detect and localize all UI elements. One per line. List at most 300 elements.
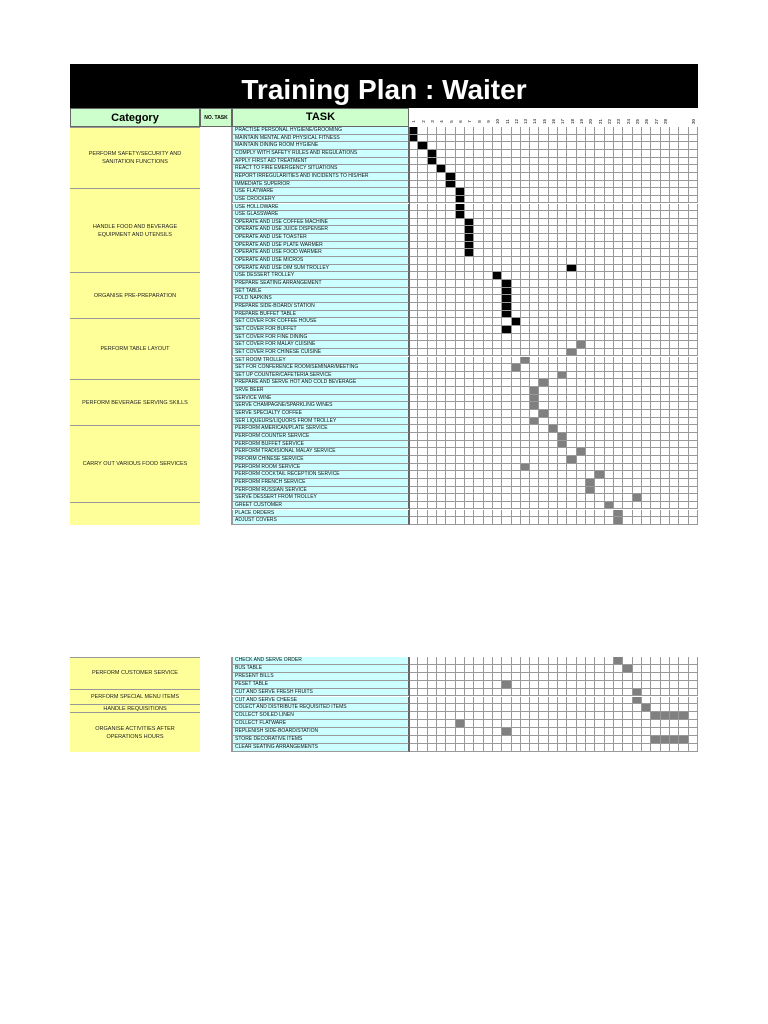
schedule-cell: [577, 673, 586, 681]
schedule-cell: [465, 280, 474, 288]
schedule-cell: [409, 697, 418, 705]
schedule-cell: [577, 372, 586, 380]
schedule-cell: [586, 720, 595, 728]
schedule-cell: [567, 165, 576, 173]
schedule-cell: [605, 288, 614, 296]
day-number: [670, 109, 679, 127]
schedule-cell: [549, 234, 558, 242]
schedule-cell: [595, 181, 604, 189]
schedule-cell: [586, 387, 595, 395]
task-label: COLECT AND DISTRIBUTE REQUISITED ITEMS: [232, 704, 409, 712]
schedule-cell: [661, 334, 670, 342]
schedule-cell: [539, 181, 548, 189]
day-number-label: 12: [513, 118, 519, 125]
schedule-cell: [539, 657, 548, 665]
schedule-cell: [484, 494, 493, 502]
schedule-cell: [661, 418, 670, 426]
schedule-cell: [493, 471, 502, 479]
schedule-cell: [484, 349, 493, 357]
category-header: Category: [70, 108, 200, 127]
schedule-cell: [614, 364, 623, 372]
schedule-cell: [474, 487, 483, 495]
schedule-cell: [689, 665, 698, 673]
schedule-cell: [539, 494, 548, 502]
schedule-cell: [679, 697, 688, 705]
schedule-cell: [605, 188, 614, 196]
schedule-cell: [679, 418, 688, 426]
task-label: ADJUST COVERS: [232, 517, 409, 525]
schedule-cell: [521, 471, 530, 479]
schedule-cell: [689, 372, 698, 380]
schedule-cell: [465, 402, 474, 410]
schedule-cell: [577, 165, 586, 173]
schedule-cell: [642, 280, 651, 288]
schedule-cell: [689, 395, 698, 403]
schedule-cell: [633, 341, 642, 349]
day-number-label: 3: [429, 120, 435, 123]
schedule-cell: [474, 665, 483, 673]
schedule-cell: [539, 280, 548, 288]
schedule-cell: [409, 326, 418, 334]
schedule-cell: [614, 204, 623, 212]
schedule-cell: [428, 357, 437, 365]
schedule-cell: [493, 681, 502, 689]
schedule-cell: [567, 517, 576, 525]
schedule-cell: [474, 657, 483, 665]
schedule-cell: [642, 433, 651, 441]
schedule-cell: [418, 479, 427, 487]
schedule-cell: [567, 665, 576, 673]
schedule-cell: [679, 720, 688, 728]
day-number-label: 25: [634, 118, 640, 125]
schedule-cell: [567, 357, 576, 365]
schedule-cell: [623, 272, 632, 280]
schedule-cell: [633, 736, 642, 744]
schedule-cell: [614, 456, 623, 464]
day-number: [465, 109, 474, 127]
category-label: HANDLE REQUISITIONS: [103, 705, 167, 712]
schedule-cell: [614, 464, 623, 472]
schedule-cell: [521, 665, 530, 673]
schedule-cell: [484, 265, 493, 273]
schedule-cell: [539, 479, 548, 487]
schedule-cell: [633, 448, 642, 456]
schedule-cell: [605, 379, 614, 387]
schedule-cell: [484, 173, 493, 181]
schedule-cell: [549, 479, 558, 487]
schedule-cell: [614, 697, 623, 705]
schedule-cell: [567, 142, 576, 150]
schedule-cell: [605, 311, 614, 319]
schedule-cell: [577, 318, 586, 326]
schedule-cell: [689, 494, 698, 502]
schedule-cell: [437, 728, 446, 736]
schedule-cell: [428, 448, 437, 456]
schedule-cell: [493, 479, 502, 487]
schedule-cell: [512, 158, 521, 166]
schedule-cell: [558, 303, 567, 311]
schedule-cell: [661, 280, 670, 288]
schedule-cell: [437, 142, 446, 150]
schedule-cell: [651, 158, 660, 166]
schedule-cell: [539, 326, 548, 334]
schedule-cell: [567, 681, 576, 689]
schedule-cell: [521, 257, 530, 265]
day-number-label: 1: [411, 120, 417, 123]
schedule-cell: [512, 720, 521, 728]
schedule-cell: [689, 165, 698, 173]
task-label: CHECK AND SERVE ORDER: [232, 657, 409, 665]
schedule-cell: [549, 311, 558, 319]
schedule-cell: [605, 418, 614, 426]
schedule-cell: [558, 704, 567, 712]
schedule-cell: [437, 219, 446, 227]
schedule-cell: [549, 357, 558, 365]
schedule-cell: [642, 127, 651, 135]
schedule-cell: [605, 441, 614, 449]
schedule-cell: [465, 257, 474, 265]
schedule-cell: [661, 502, 670, 510]
schedule-cell: [437, 712, 446, 720]
schedule-cell: [474, 349, 483, 357]
schedule-cell: [465, 697, 474, 705]
schedule-cell: [586, 433, 595, 441]
schedule-cell: [633, 135, 642, 143]
schedule-cell: [670, 341, 679, 349]
schedule-cell: [418, 334, 427, 342]
schedule-cell: [437, 272, 446, 280]
schedule-cell: [623, 387, 632, 395]
schedule-cell: [428, 379, 437, 387]
schedule-cell: [623, 334, 632, 342]
schedule-cell: [465, 479, 474, 487]
schedule-cell: [521, 704, 530, 712]
schedule-cell: [595, 402, 604, 410]
schedule-cell: [512, 142, 521, 150]
schedule-cell: [549, 402, 558, 410]
schedule-cell: [484, 181, 493, 189]
schedule-cell: [521, 372, 530, 380]
schedule-cell: [456, 234, 465, 242]
schedule-cell: [614, 181, 623, 189]
schedule-cell: [456, 372, 465, 380]
schedule-cell: [679, 728, 688, 736]
schedule-cell: [670, 272, 679, 280]
schedule-cell: [409, 280, 418, 288]
schedule-cell: [567, 502, 576, 510]
schedule-cell: [595, 196, 604, 204]
schedule-cell: [456, 479, 465, 487]
task-header: TASK: [232, 108, 409, 127]
schedule-cell: [530, 517, 539, 525]
schedule-cell: [437, 135, 446, 143]
schedule-cell: [633, 257, 642, 265]
task-label: SET COVER FOR BUFFET: [232, 326, 409, 334]
schedule-cell: [614, 234, 623, 242]
schedule-cell: [539, 487, 548, 495]
schedule-cell: [530, 226, 539, 234]
schedule-cell: [642, 494, 651, 502]
schedule-cell: [605, 204, 614, 212]
schedule-cell: [558, 173, 567, 181]
schedule-cell: [530, 456, 539, 464]
schedule-cell: [465, 127, 474, 135]
schedule-cell: [456, 127, 465, 135]
schedule-cell: [577, 173, 586, 181]
schedule-cell: [605, 448, 614, 456]
schedule-cell: [689, 673, 698, 681]
schedule-cell: [679, 242, 688, 250]
schedule-cell: [689, 487, 698, 495]
schedule-cell: [586, 211, 595, 219]
schedule-cell: [446, 697, 455, 705]
schedule-cell: [418, 364, 427, 372]
schedule-cell: [670, 219, 679, 227]
schedule-cell: [530, 303, 539, 311]
schedule-cell: [633, 372, 642, 380]
schedule-cell: [605, 712, 614, 720]
day-number-label: 27: [653, 118, 659, 125]
schedule-cell: [651, 673, 660, 681]
schedule-cell: [512, 657, 521, 665]
schedule-cell: [493, 379, 502, 387]
schedule-cell: [428, 326, 437, 334]
schedule-cell: [577, 657, 586, 665]
schedule-cell: [437, 494, 446, 502]
schedule-cell: [689, 720, 698, 728]
schedule-cell: [539, 464, 548, 472]
schedule-cell: [679, 410, 688, 418]
schedule-cell: [549, 456, 558, 464]
schedule-cell: [577, 127, 586, 135]
schedule-cell: [428, 657, 437, 665]
schedule-cell: [549, 303, 558, 311]
task-label: COLLECT FLATWARE: [232, 720, 409, 728]
schedule-mark: [465, 242, 474, 250]
schedule-cell: [539, 318, 548, 326]
schedule-cell: [484, 211, 493, 219]
task-label: SET FOR CONFERENCE ROOM/SEMINAR/MEETING: [232, 364, 409, 372]
schedule-cell: [437, 357, 446, 365]
schedule-cell: [567, 303, 576, 311]
schedule-cell: [418, 204, 427, 212]
schedule-cell: [502, 219, 511, 227]
schedule-cell: [633, 387, 642, 395]
schedule-cell: [651, 234, 660, 242]
schedule-cell: [586, 689, 595, 697]
schedule-cell: [623, 257, 632, 265]
schedule-mark: [502, 728, 511, 736]
schedule-cell: [642, 158, 651, 166]
schedule-cell: [418, 249, 427, 257]
schedule-cell: [567, 720, 576, 728]
schedule-cell: [679, 502, 688, 510]
schedule-cell: [530, 295, 539, 303]
schedule-cell: [642, 257, 651, 265]
schedule-cell: [539, 502, 548, 510]
schedule-cell: [512, 402, 521, 410]
schedule-cell: [521, 479, 530, 487]
schedule-cell: [614, 357, 623, 365]
schedule-cell: [642, 448, 651, 456]
schedule-cell: [661, 517, 670, 525]
schedule-mark: [418, 142, 427, 150]
schedule-cell: [689, 135, 698, 143]
schedule-cell: [474, 673, 483, 681]
schedule-mark: [558, 441, 567, 449]
schedule-cell: [605, 479, 614, 487]
schedule-cell: [465, 326, 474, 334]
schedule-cell: [512, 234, 521, 242]
schedule-cell: [633, 657, 642, 665]
schedule-cell: [689, 173, 698, 181]
schedule-cell: [642, 150, 651, 158]
schedule-cell: [595, 311, 604, 319]
schedule-cell: [558, 379, 567, 387]
schedule-cell: [605, 665, 614, 673]
schedule-mark: [614, 510, 623, 518]
schedule-mark: [614, 657, 623, 665]
schedule-cell: [642, 712, 651, 720]
schedule-cell: [558, 181, 567, 189]
schedule-cell: [437, 372, 446, 380]
schedule-cell: [651, 334, 660, 342]
schedule-cell: [623, 379, 632, 387]
schedule-cell: [502, 704, 511, 712]
schedule-cell: [465, 456, 474, 464]
schedule-cell: [493, 219, 502, 227]
schedule-cell: [577, 303, 586, 311]
schedule-cell: [689, 127, 698, 135]
schedule-cell: [456, 295, 465, 303]
schedule-cell: [689, 387, 698, 395]
category-label: ORGANISE PRE-PREPARATION: [93, 292, 177, 299]
schedule-cell: [409, 150, 418, 158]
schedule-cell: [577, 265, 586, 273]
schedule-cell: [418, 673, 427, 681]
schedule-cell: [512, 196, 521, 204]
schedule-cell: [409, 387, 418, 395]
schedule-cell: [521, 265, 530, 273]
schedule-cell: [633, 433, 642, 441]
schedule-cell: [539, 456, 548, 464]
schedule-cell: [428, 744, 437, 752]
schedule-cell: [474, 510, 483, 518]
schedule-cell: [474, 249, 483, 257]
schedule-cell: [418, 697, 427, 705]
schedule-cell: [539, 211, 548, 219]
schedule-cell: [605, 242, 614, 250]
schedule-cell: [670, 280, 679, 288]
schedule-cell: [456, 379, 465, 387]
schedule-cell: [633, 165, 642, 173]
schedule-cell: [502, 349, 511, 357]
schedule-mark: [456, 211, 465, 219]
schedule-mark: [605, 502, 614, 510]
schedule-cell: [484, 704, 493, 712]
schedule-cell: [512, 265, 521, 273]
schedule-cell: [661, 494, 670, 502]
schedule-cell: [651, 689, 660, 697]
schedule-mark: [465, 219, 474, 227]
schedule-cell: [446, 379, 455, 387]
schedule-cell: [465, 494, 474, 502]
schedule-cell: [558, 158, 567, 166]
schedule-cell: [670, 697, 679, 705]
schedule-cell: [474, 272, 483, 280]
schedule-cell: [633, 364, 642, 372]
schedule-cell: [521, 211, 530, 219]
schedule-cell: [558, 387, 567, 395]
schedule-cell: [651, 464, 660, 472]
schedule-cell: [474, 150, 483, 158]
schedule-cell: [409, 341, 418, 349]
day-number: [512, 109, 521, 127]
schedule-cell: [633, 681, 642, 689]
schedule-cell: [549, 673, 558, 681]
schedule-cell: [409, 494, 418, 502]
schedule-cell: [512, 689, 521, 697]
schedule-mark: [521, 464, 530, 472]
schedule-cell: [661, 657, 670, 665]
schedule-cell: [651, 127, 660, 135]
schedule-cell: [521, 127, 530, 135]
schedule-cell: [651, 510, 660, 518]
day-number: [539, 109, 548, 127]
category-cell: [70, 188, 200, 272]
schedule-cell: [586, 257, 595, 265]
schedule-cell: [633, 173, 642, 181]
day-number-label: 17: [560, 118, 566, 125]
schedule-cell: [595, 487, 604, 495]
schedule-cell: [530, 341, 539, 349]
category-cell: [70, 704, 200, 712]
schedule-cell: [661, 410, 670, 418]
schedule-cell: [465, 142, 474, 150]
schedule-cell: [549, 226, 558, 234]
schedule-cell: [502, 425, 511, 433]
schedule-cell: [558, 736, 567, 744]
schedule-cell: [633, 410, 642, 418]
task-label: SERVE DESSERT FROM TROLLEY: [232, 494, 409, 502]
schedule-cell: [409, 681, 418, 689]
schedule-cell: [623, 689, 632, 697]
schedule-cell: [577, 418, 586, 426]
schedule-cell: [502, 517, 511, 525]
schedule-cell: [512, 341, 521, 349]
schedule-cell: [549, 410, 558, 418]
schedule-cell: [409, 272, 418, 280]
schedule-cell: [418, 135, 427, 143]
schedule-cell: [549, 334, 558, 342]
schedule-cell: [614, 681, 623, 689]
schedule-cell: [474, 479, 483, 487]
schedule-cell: [530, 487, 539, 495]
schedule-cell: [409, 372, 418, 380]
schedule-cell: [549, 211, 558, 219]
schedule-cell: [539, 311, 548, 319]
schedule-cell: [642, 135, 651, 143]
schedule-cell: [623, 204, 632, 212]
schedule-cell: [456, 249, 465, 257]
schedule-cell: [521, 349, 530, 357]
schedule-cell: [586, 418, 595, 426]
schedule-cell: [605, 196, 614, 204]
schedule-cell: [595, 226, 604, 234]
schedule-cell: [595, 456, 604, 464]
schedule-cell: [670, 517, 679, 525]
schedule-cell: [614, 441, 623, 449]
